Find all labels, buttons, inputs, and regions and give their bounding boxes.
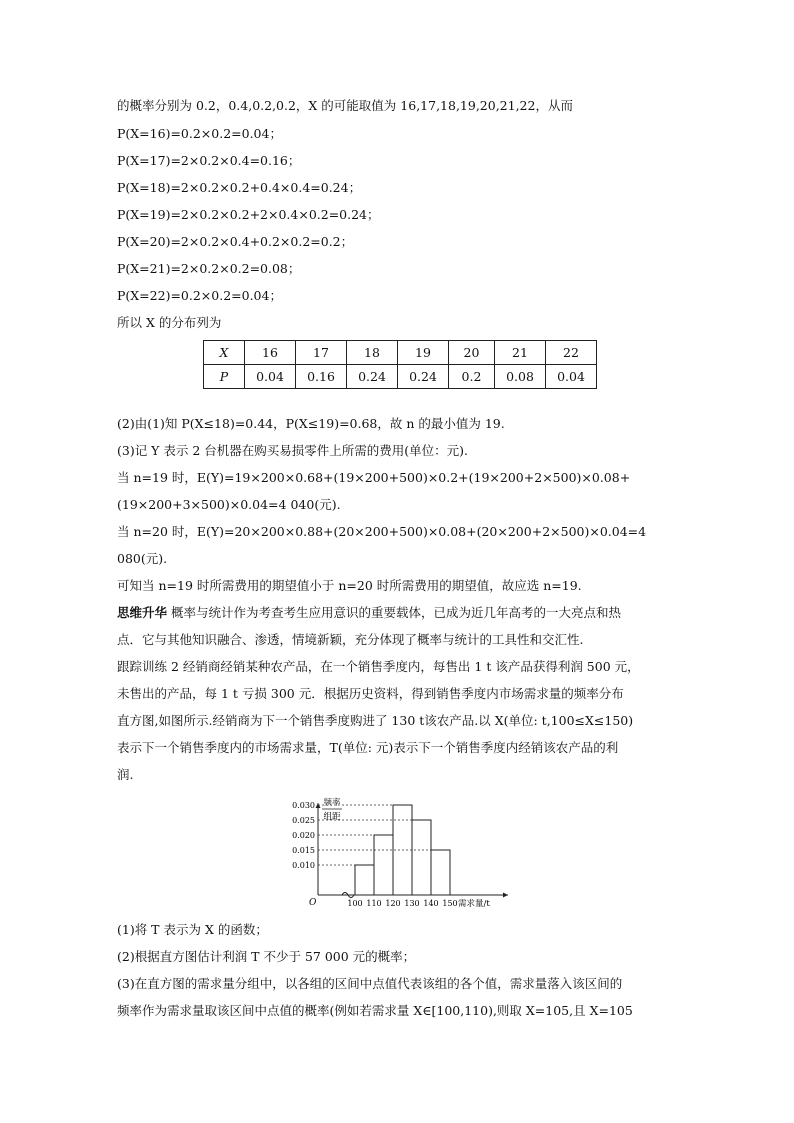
x-tick-label: 100 [347, 899, 363, 908]
origin-label: O [309, 898, 317, 908]
text-line: 直方图,如图所示.经销商为下一个销售季度购进了 130 t该农产品.以 X(单位: t,100≤X≤150) [117, 713, 634, 728]
distribution-table [203, 340, 597, 389]
text-line: 润. [117, 767, 134, 782]
exercise-label: 跟踪训练 2 [117, 659, 179, 674]
x-tick-label: 130 [404, 899, 420, 908]
table-cell: 0.2 [449, 365, 495, 389]
question-line: 频率作为需求量取该区间中点值的概率(例如若需求量 X∈[100,110),则取 X=105,且 X=105 [117, 1003, 633, 1018]
table-cell: 20 [449, 341, 495, 365]
text-line: P(X=21)=2×0.2×0.2=0.08； [117, 261, 301, 276]
question-line: (2)根据直方图估计利润 T 不少于 57 000 元的概率； [117, 949, 416, 964]
insight-label: 思维升华 [117, 605, 168, 620]
text-line: 080(元). [117, 551, 168, 566]
table-header-cell: X [204, 341, 245, 365]
table-row [204, 341, 597, 365]
text-line: (3)记 Y 表示 2 台机器在购买易损零件上所需的费用(单位：元). [117, 443, 469, 458]
text-line: 未售出的产品，每 1 t 亏损 300 元．根据历史资料，得到销售季度内市场需求量的频率分布 [117, 686, 624, 701]
table-cell: 21 [495, 341, 546, 365]
insight-text: 概率与统计作为考查考生应用意识的重要载体，已成为近几年高考的一大亮点和热 [171, 605, 622, 620]
text-line: P(X=18)=2×0.2×0.2+0.4×0.4=0.24； [117, 180, 362, 195]
y-axis-arrow [316, 803, 321, 808]
y-tick-label: 0.025 [292, 816, 315, 825]
text-line: P(X=17)=2×0.2×0.4=0.16； [117, 153, 301, 168]
text-line: 所以 X 的分布列为 [117, 315, 222, 330]
table-cell: 19 [398, 341, 449, 365]
table-cell: 18 [347, 341, 398, 365]
x-axis-arrow [503, 893, 508, 898]
x-tick-label: 110 [366, 899, 382, 908]
table-cell: 0.16 [296, 365, 347, 389]
histogram-bar [374, 835, 393, 895]
text-line: P(X=22)=0.2×0.2=0.04； [117, 288, 282, 303]
text-line: (2)由(1)知 P(X≤18)=0.44，P(X≤19)=0.68，故 n 的最小值为 19. [117, 416, 505, 431]
text-line: 当 n=19 时，E(Y)=19×200×0.68+(19×200+500)×0.2+(19×200+2×500)×0.08+ [117, 470, 631, 485]
y-label-top: 频率 [323, 798, 341, 808]
exercise-text: 经销商经销某种农产品，在一个销售季度内，每售出 1 t 该产品获得利润 500 元， [182, 659, 640, 674]
table-cell: 0.04 [546, 365, 597, 389]
x-tick-label: 140 [423, 899, 439, 908]
text-line: 表示下一个销售季度内的市场需求量，T(单位: 元)表示下一个销售季度内经销该农产品的利 [117, 740, 619, 755]
x-tick-label: 150 [442, 899, 458, 908]
table-cell: 17 [296, 341, 347, 365]
table-cell: 0.24 [398, 365, 449, 389]
text-line: 当 n=20 时，E(Y)=20×200×0.88+(20×200+500)×0.08+(20×200+2×500)×0.04=4 [117, 524, 647, 539]
text-line: 的概率分别为 0.2，0.4,0.2,0.2，X 的可能取值为 16,17,18,19,20,21,22，从而 [117, 98, 573, 113]
exercise-line [117, 657, 687, 677]
table-cell: 0.04 [245, 365, 296, 389]
text-line: 点．它与其他知识融合、渗透，情境新颖，充分体现了概率与统计的工具性和交汇性. [117, 632, 584, 647]
histogram-bar [431, 850, 450, 895]
table-cell: 0.08 [495, 365, 546, 389]
y-tick-label: 0.020 [292, 831, 315, 840]
histogram-chart [280, 795, 520, 915]
text-line: P(X=16)=0.2×0.2=0.04； [117, 126, 282, 141]
x-axis-label: 需求量/t [458, 899, 490, 909]
x-tick-label: 120 [385, 899, 401, 908]
text-line: 可知当 n=19 时所需费用的期望值小于 n=20 时所需费用的期望值，故应选 n=19. [117, 578, 582, 593]
y-label-bottom: 组距 [323, 812, 341, 822]
table-row [204, 365, 597, 389]
y-tick-label: 0.010 [292, 861, 315, 870]
question-line: (1)将 T 表示为 X 的函数； [117, 922, 268, 937]
table-cell: 16 [245, 341, 296, 365]
table-header-cell: P [204, 365, 245, 389]
histogram-bar [355, 865, 374, 895]
insight-line [117, 603, 687, 623]
histogram-bar [412, 820, 431, 895]
table-cell: 22 [546, 341, 597, 365]
text-line: P(X=20)=2×0.2×0.4+0.2×0.2=0.2； [117, 234, 354, 249]
table-cell: 0.24 [347, 365, 398, 389]
text-line: (19×200+3×500)×0.04=4 040(元). [117, 497, 341, 512]
question-line: (3)在直方图的需求量分组中，以各组的区间中点值代表该组的各个值，需求量落入该区间的 [117, 976, 623, 991]
y-tick-label: 0.015 [292, 846, 315, 855]
text-line: P(X=19)=2×0.2×0.2+2×0.4×0.2=0.24； [117, 207, 380, 222]
y-tick-label: 0.030 [292, 801, 315, 810]
